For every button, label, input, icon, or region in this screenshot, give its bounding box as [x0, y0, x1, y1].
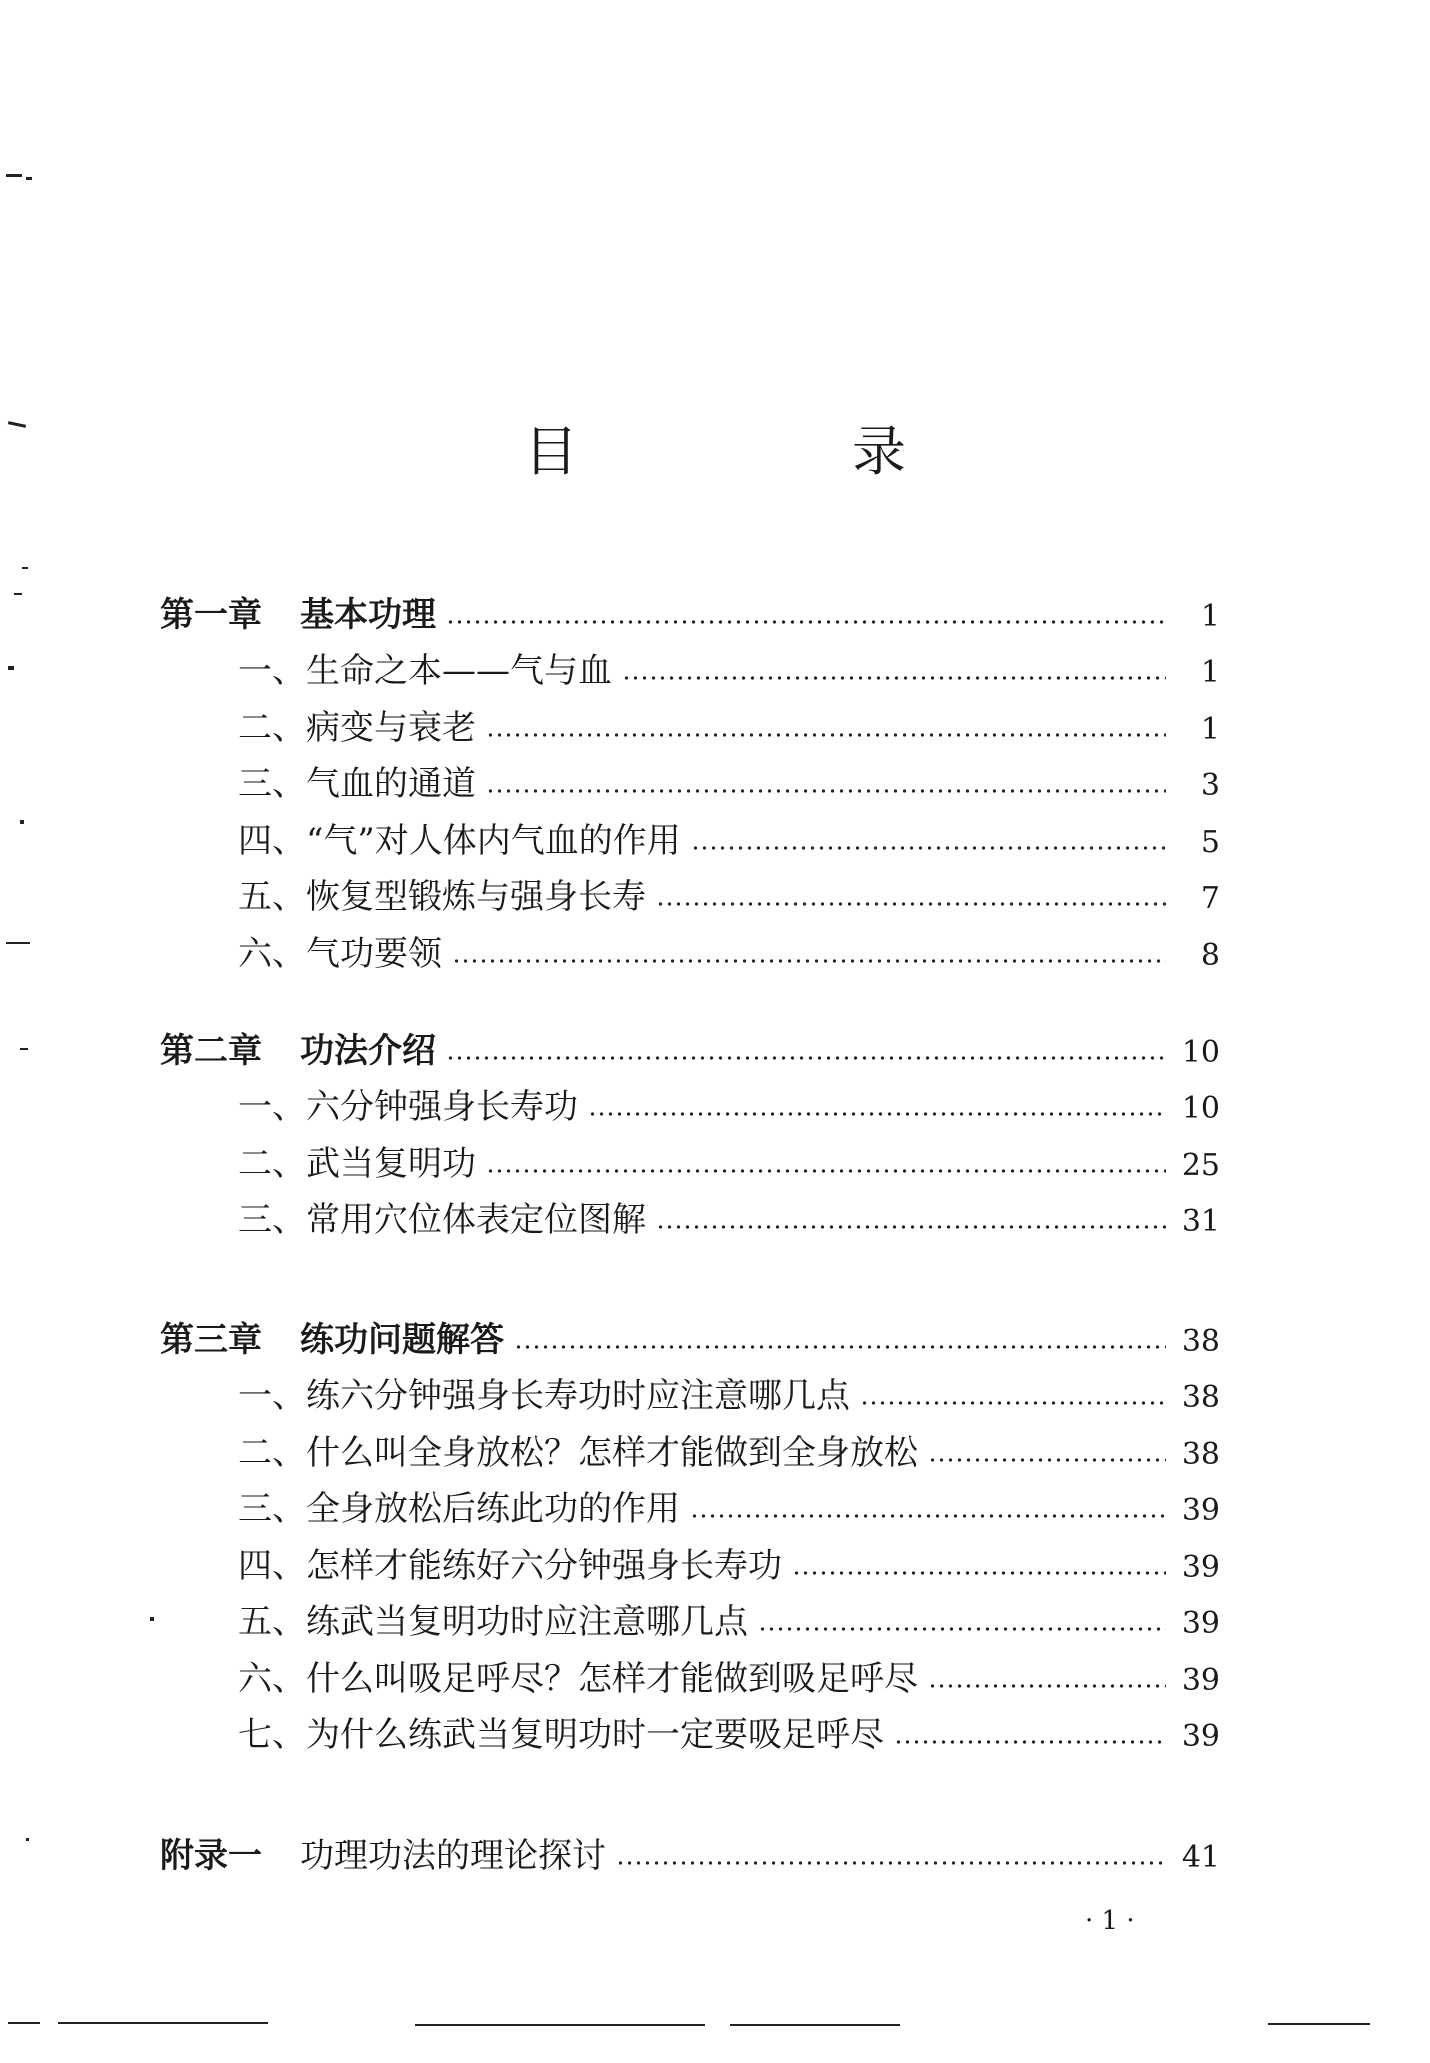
dot-leader	[486, 787, 1166, 795]
dot-leader	[486, 1167, 1166, 1175]
page-number: 39	[1181, 1719, 1220, 1754]
page-number: 3	[1200, 768, 1220, 803]
scan-artifact	[22, 567, 28, 569]
entry-title: 二、病变与衰老	[238, 707, 476, 748]
page-number: 8	[1200, 937, 1220, 973]
scan-artifact	[26, 1838, 29, 1841]
page-number: 39	[1181, 1606, 1220, 1641]
toc-entry[interactable]	[160, 745, 1220, 802]
page-number: 39	[1181, 1549, 1220, 1585]
scan-rule	[730, 2024, 900, 2026]
page-number: 7	[1200, 881, 1220, 916]
scan-rule	[58, 2022, 268, 2024]
toc-chapter-heading[interactable]	[160, 1011, 1220, 1071]
dot-leader	[758, 1625, 1166, 1633]
page-number: 1	[1200, 655, 1220, 690]
dot-leader	[446, 1054, 1166, 1062]
scan-artifact	[6, 174, 22, 177]
page-number: 38	[1181, 1436, 1220, 1472]
page-number: 39	[1181, 1493, 1220, 1528]
page-number: 38	[1181, 1323, 1220, 1359]
toc-chapter-1	[160, 575, 1220, 974]
chapter-number: 第二章	[160, 1030, 262, 1071]
toc-entry[interactable]	[160, 1696, 1220, 1753]
entry-title: 四、怎样才能练好六分钟强身长寿功	[238, 1545, 782, 1586]
dot-leader	[928, 1456, 1166, 1464]
toc-entry[interactable]	[160, 1181, 1220, 1238]
toc-entry[interactable]	[160, 688, 1220, 748]
page-number: 10	[1181, 1034, 1220, 1070]
toc-chapter-3	[160, 1300, 1220, 1755]
page-number: 38	[1181, 1380, 1220, 1415]
scan-artifact	[20, 1048, 28, 1050]
toc-entry[interactable]	[160, 1357, 1220, 1414]
entry-title: 六、什么叫吸足呼尽？怎样才能做到吸足呼尽	[238, 1658, 918, 1699]
entry-title: 五、恢复型锻炼与强身长寿	[238, 877, 646, 917]
entry-title: 五、练武当复明功时应注意哪几点	[238, 1602, 748, 1642]
dot-leader	[656, 1223, 1166, 1231]
chapter-number: 第三章	[160, 1319, 262, 1360]
dot-leader	[622, 674, 1166, 682]
toc-appendix-1	[160, 1816, 1220, 1876]
toc-entry[interactable]	[160, 1583, 1220, 1640]
toc-entry[interactable]	[160, 1639, 1220, 1699]
toc-entry[interactable]	[160, 858, 1220, 915]
entry-title: 七、为什么练武当复明功时一定要吸足呼尽	[238, 1715, 884, 1755]
toc-chapter-2	[160, 1011, 1220, 1240]
page-number: 1	[1200, 598, 1220, 634]
chapter-number: 附录一	[160, 1835, 262, 1876]
dot-leader	[514, 1343, 1166, 1351]
scan-artifact	[20, 820, 24, 824]
scan-rule	[1268, 2023, 1370, 2025]
dot-leader	[446, 618, 1166, 626]
chapter-title: 基本功理	[300, 594, 436, 635]
dot-leader	[656, 900, 1166, 908]
chapter-title: 练功问题解答	[300, 1319, 504, 1360]
dot-leader	[691, 844, 1166, 852]
toc-entry[interactable]	[160, 1470, 1220, 1527]
scan-artifact	[6, 942, 30, 944]
scan-rule	[415, 2024, 705, 2026]
scan-artifact	[26, 177, 32, 180]
page-number: 31	[1181, 1204, 1220, 1239]
toc-entry[interactable]	[160, 1526, 1220, 1586]
chapter-title: 功理功法的理论探讨	[300, 1835, 606, 1876]
dot-leader	[690, 1512, 1166, 1520]
page-number: 5	[1200, 824, 1220, 860]
toc-entry[interactable]	[160, 1413, 1220, 1473]
entry-title: 一、六分钟强身长寿功	[238, 1087, 578, 1127]
entry-title: 三、全身放松后练此功的作用	[238, 1489, 680, 1529]
page-number: 39	[1181, 1662, 1220, 1698]
dot-leader	[588, 1110, 1166, 1118]
entry-title: 一、练六分钟强身长寿功时应注意哪几点	[238, 1376, 850, 1416]
entry-title: 一、生命之本——气与血	[238, 651, 612, 691]
toc-entry[interactable]	[160, 801, 1220, 861]
toc-chapter-heading[interactable]	[160, 1816, 1220, 1876]
page-title: 目 录	[524, 420, 1016, 483]
page-number: 41	[1181, 1839, 1220, 1875]
chapter-title: 功法介绍	[300, 1030, 436, 1071]
dot-leader	[860, 1399, 1166, 1407]
entry-title: 二、武当复明功	[238, 1143, 476, 1184]
dot-leader	[486, 731, 1166, 739]
dot-leader	[894, 1738, 1166, 1746]
page-number: 1	[1200, 711, 1220, 747]
toc-entry[interactable]	[160, 914, 1220, 974]
entry-title: 三、常用穴位体表定位图解	[238, 1200, 646, 1240]
entry-title: 六、气功要领	[238, 933, 442, 974]
page-folio: · 1 ·	[1085, 1906, 1135, 1936]
toc-entry[interactable]	[160, 1068, 1220, 1125]
toc-entry[interactable]	[160, 632, 1220, 689]
dot-leader	[928, 1682, 1166, 1690]
entry-title: 三、气血的通道	[238, 764, 476, 804]
entry-title: 四、“气”对人体内气血的作用	[238, 820, 681, 861]
scan-artifact	[8, 666, 14, 670]
toc-chapter-heading[interactable]	[160, 575, 1220, 635]
page-number: 10	[1181, 1091, 1220, 1126]
scan-artifact	[150, 1617, 154, 1621]
toc-chapter-heading[interactable]	[160, 1300, 1220, 1360]
page-number: 25	[1181, 1147, 1220, 1183]
chapter-number: 第一章	[160, 594, 262, 635]
toc-entry[interactable]	[160, 1124, 1220, 1184]
scan-artifact	[14, 593, 22, 595]
entry-title: 二、什么叫全身放松？怎样才能做到全身放松	[238, 1432, 918, 1473]
scan-rule	[8, 2022, 40, 2024]
dot-leader	[452, 957, 1166, 965]
dot-leader	[616, 1859, 1166, 1867]
dot-leader	[792, 1569, 1166, 1577]
